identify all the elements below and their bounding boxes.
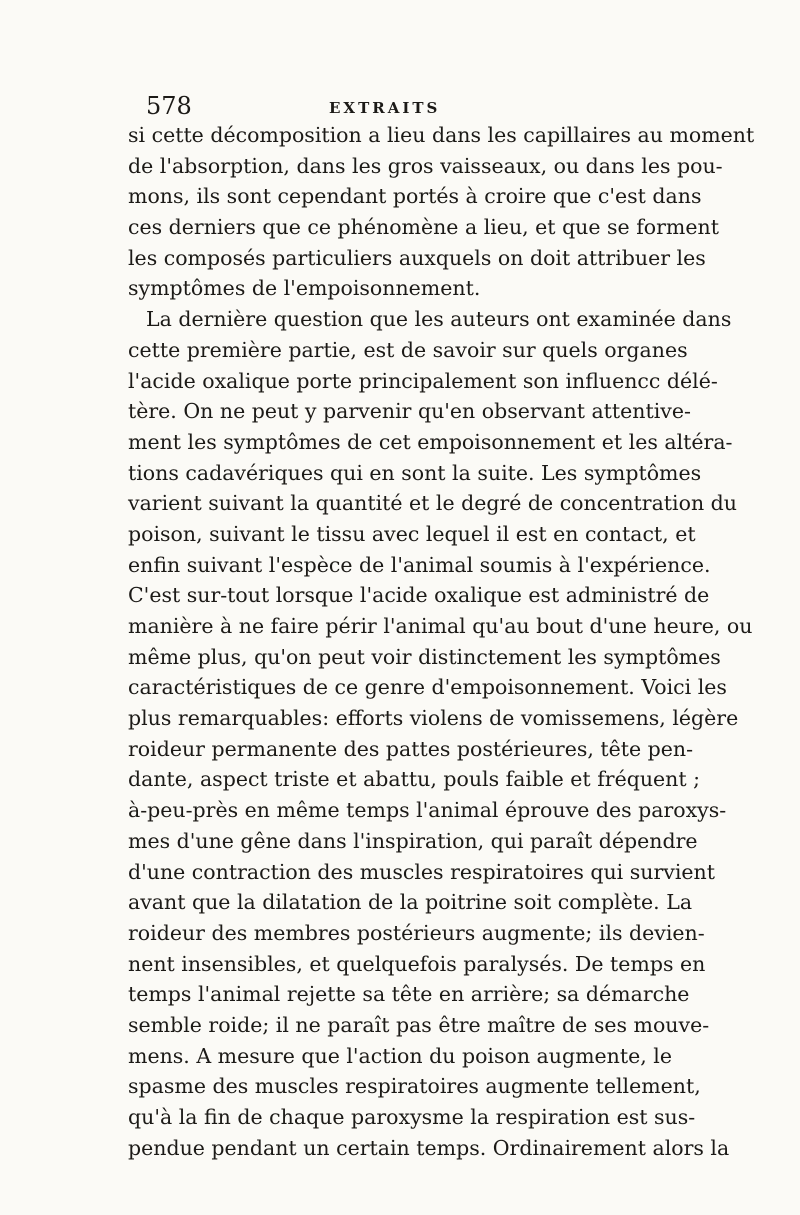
- text-line: enfin suivant l'espèce de l'animal soumis à l'expérience.: [128, 552, 711, 577]
- text-line: poison, suivant le tissu avec lequel il est en contact, et: [128, 521, 696, 546]
- text-line: roideur permanente des pattes postérieures, tête pen-: [128, 736, 694, 761]
- page-number: 578: [146, 92, 192, 120]
- text-line: à-peu-près en même temps l'animal éprouve des paroxys-: [128, 798, 727, 823]
- text-line: plus remarquables: efforts violens de vomissemens, légère: [128, 706, 739, 731]
- text-line: même plus, qu'on peut voir distinctement les symptômes: [128, 644, 721, 669]
- text-line: C'est sur-tout lorsque l'acide oxalique est administré de: [128, 583, 710, 608]
- text-line: varient suivant la quantité et le degré de concentration du: [128, 491, 737, 516]
- text-line: manière à ne faire périr l'animal qu'au bout d'une heure, ou: [128, 614, 753, 638]
- text-line: temps l'animal rejette sa tête en arrière; sa démarche: [128, 982, 690, 1007]
- text-line: roideur des membres postérieurs augmente; ils devien-: [128, 920, 705, 945]
- text-line: pendue pendant un certain temps. Ordinairement alors la: [128, 1135, 730, 1160]
- text-line: symptômes de l'empoisonnement.: [128, 276, 481, 301]
- text-line: La dernière question que les auteurs ont examinée dans: [146, 307, 732, 332]
- text-line: ment les symptômes de cet empoisonnement et les altéra-: [128, 429, 733, 454]
- text-line: d'une contraction des muscles respiratoires qui survient: [128, 859, 715, 884]
- running-head: EXTRAITS: [329, 99, 441, 117]
- text-line: tère. On ne peut y parvenir qu'en observant attentive-: [128, 399, 691, 424]
- text-line: si cette décomposition a lieu dans les capillaires au moment: [128, 123, 755, 147]
- body-text: [128, 120, 755, 1163]
- text-line: mes d'une gêne dans l'inspiration, qui paraît dépendre: [128, 828, 698, 853]
- text-line: spasme des muscles respiratoires augmente tellement,: [128, 1074, 701, 1099]
- text-line: qu'à la fin de chaque paroxysme la respiration est sus-: [128, 1105, 696, 1129]
- text-line: mens. A mesure que l'action du poison augmente, le: [128, 1043, 672, 1068]
- text-line: ces derniers que ce phénomène a lieu, et que se forment: [128, 215, 719, 240]
- text-line: de l'absorption, dans les gros vaisseaux, ou dans les pou-: [128, 153, 723, 178]
- text-line: l'acide oxalique porte principalement son influencc délé-: [128, 368, 718, 393]
- text-line: tions cadavériques qui en sont la suite. Les symptômes: [128, 460, 702, 485]
- text-line: semble roide; il ne paraît pas être maître de ses mouve-: [128, 1012, 710, 1037]
- page-header: [146, 92, 666, 122]
- text-line: nent insensibles, et quelquefois paralysés. De temps en: [128, 951, 706, 976]
- text-line: cette première partie, est de savoir sur quels organes: [128, 337, 688, 362]
- text-line: les composés particuliers auxquels on doit attribuer les: [128, 245, 706, 270]
- text-line: avant que la dilatation de la poitrine soit complète. La: [128, 890, 693, 915]
- text-line: mons, ils sont cependant portés à croire que c'est dans: [128, 184, 702, 209]
- text-line: dante, aspect triste et abattu, pouls faible et fréquent ;: [128, 767, 701, 792]
- text-line: caractéristiques de ce genre d'empoisonnement. Voici les: [128, 675, 727, 700]
